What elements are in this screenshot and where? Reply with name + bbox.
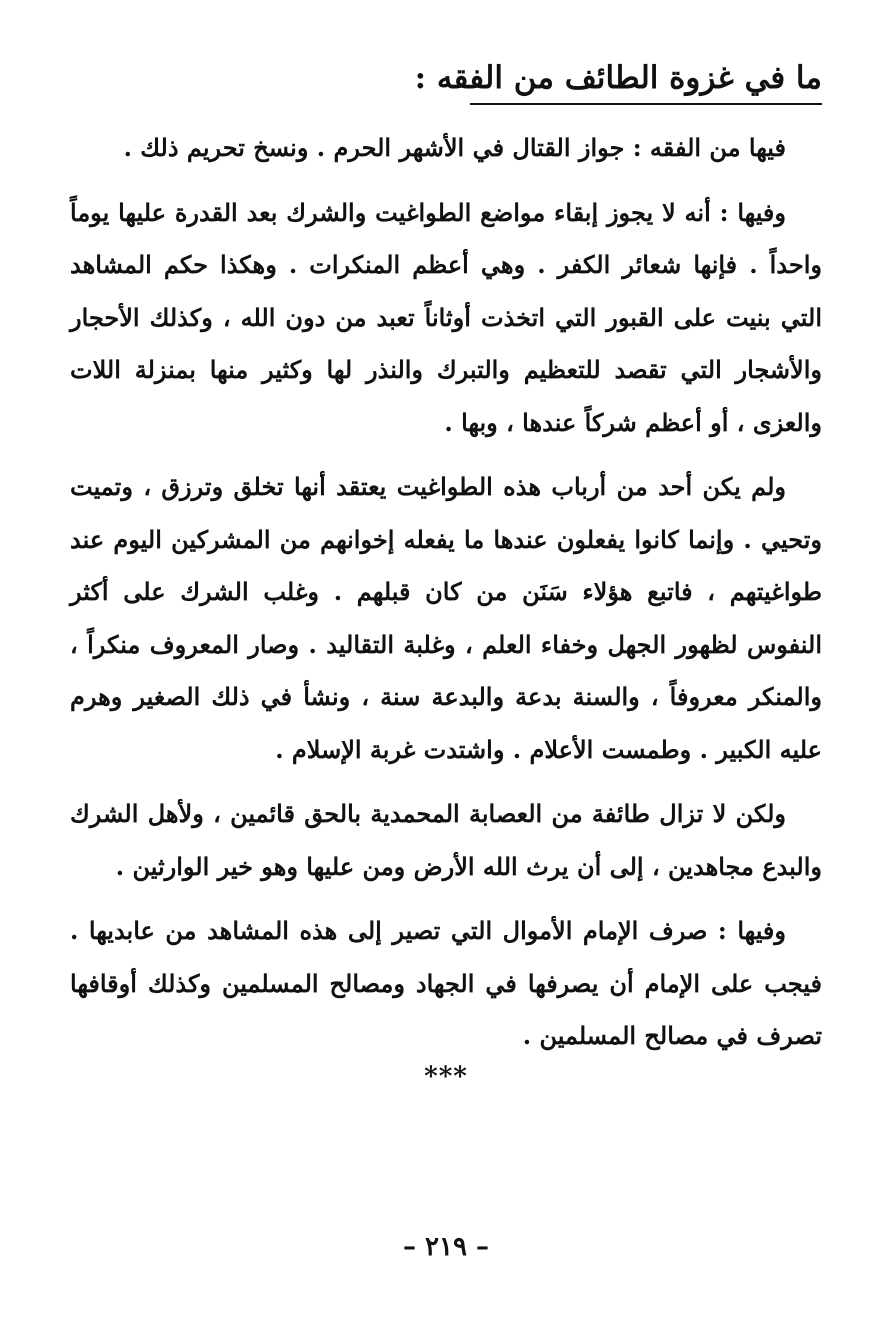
paragraph-idols: وفيها : أنه لا يجوز إبقاء مواضع الطواغيت والشرك بعد القدرة عليها يوماً واحداً . فإنها شعائر الكفر . وهي أعظم المنكرات . وهكذا حكم المشاهد التي بنيت على القبور التي اتخذت أوثاناً تعبد من دون الله ، وكذلك الأحجار والأشجار التي تقصد للتعظيم والتبرك والنذر لها وكثير منها بمنزلة اللات والعزى ، أو أعظم شركاً عندها ، وبها . [70, 197, 822, 437]
paragraph-steadfast-group: ولكن لا تزال طائفة من العصابة المحمدية بالحق قائمين ، ولأهل الشرك والبدع مجاهدين ، إلى أن يرث الله الأرض ومن عليها وهو خير الوارثين . [70, 799, 822, 881]
body-text [70, 122, 822, 1075]
paragraph-idol-owners: ولم يكن أحد من أرباب هذه الطواغيت يعتقد أنها تخلق وترزق ، وتميت وتحيي . وإنما كانوا يفعلون عندها ما يفعله إخوانهم من المشركين اليوم عند طواغيتهم ، فاتبع هؤلاء سَنَن من كان قبلهم . وغلب الشرك على أكثر النفوس لظهور الجهل وخفاء العلم ، وغلبة التقاليد . وصار المعروف منكراً ، والمنكر معروفاً ، والسنة بدعة والبدعة سنة ، ونشأ في ذلك الصغير وهرم عليه الكبير . وطمست الأعلام . واشتدت غربة الإسلام . [70, 472, 822, 764]
heading-underline [470, 103, 822, 105]
paragraph-wealth-spending: وفيها : صرف الإمام الأموال التي تصير إلى هذه المشاهد من عابديها . فيجب على الإمام أن يصرفها في الجهاد ومصالح المسلمين وكذلك أوقافها تصرف في مصالح المسلمين . [70, 916, 822, 1050]
section-heading: ما في غزوة الطائف من الفقه : [414, 60, 822, 96]
paragraph-fiqh-intro: فيها من الفقه : جواز القتال في الأشهر الحرم . ونسخ تحريم ذلك . [123, 133, 786, 162]
section-separator: *** [424, 1062, 468, 1092]
page-number: – ٢١٩ – [402, 1232, 490, 1262]
